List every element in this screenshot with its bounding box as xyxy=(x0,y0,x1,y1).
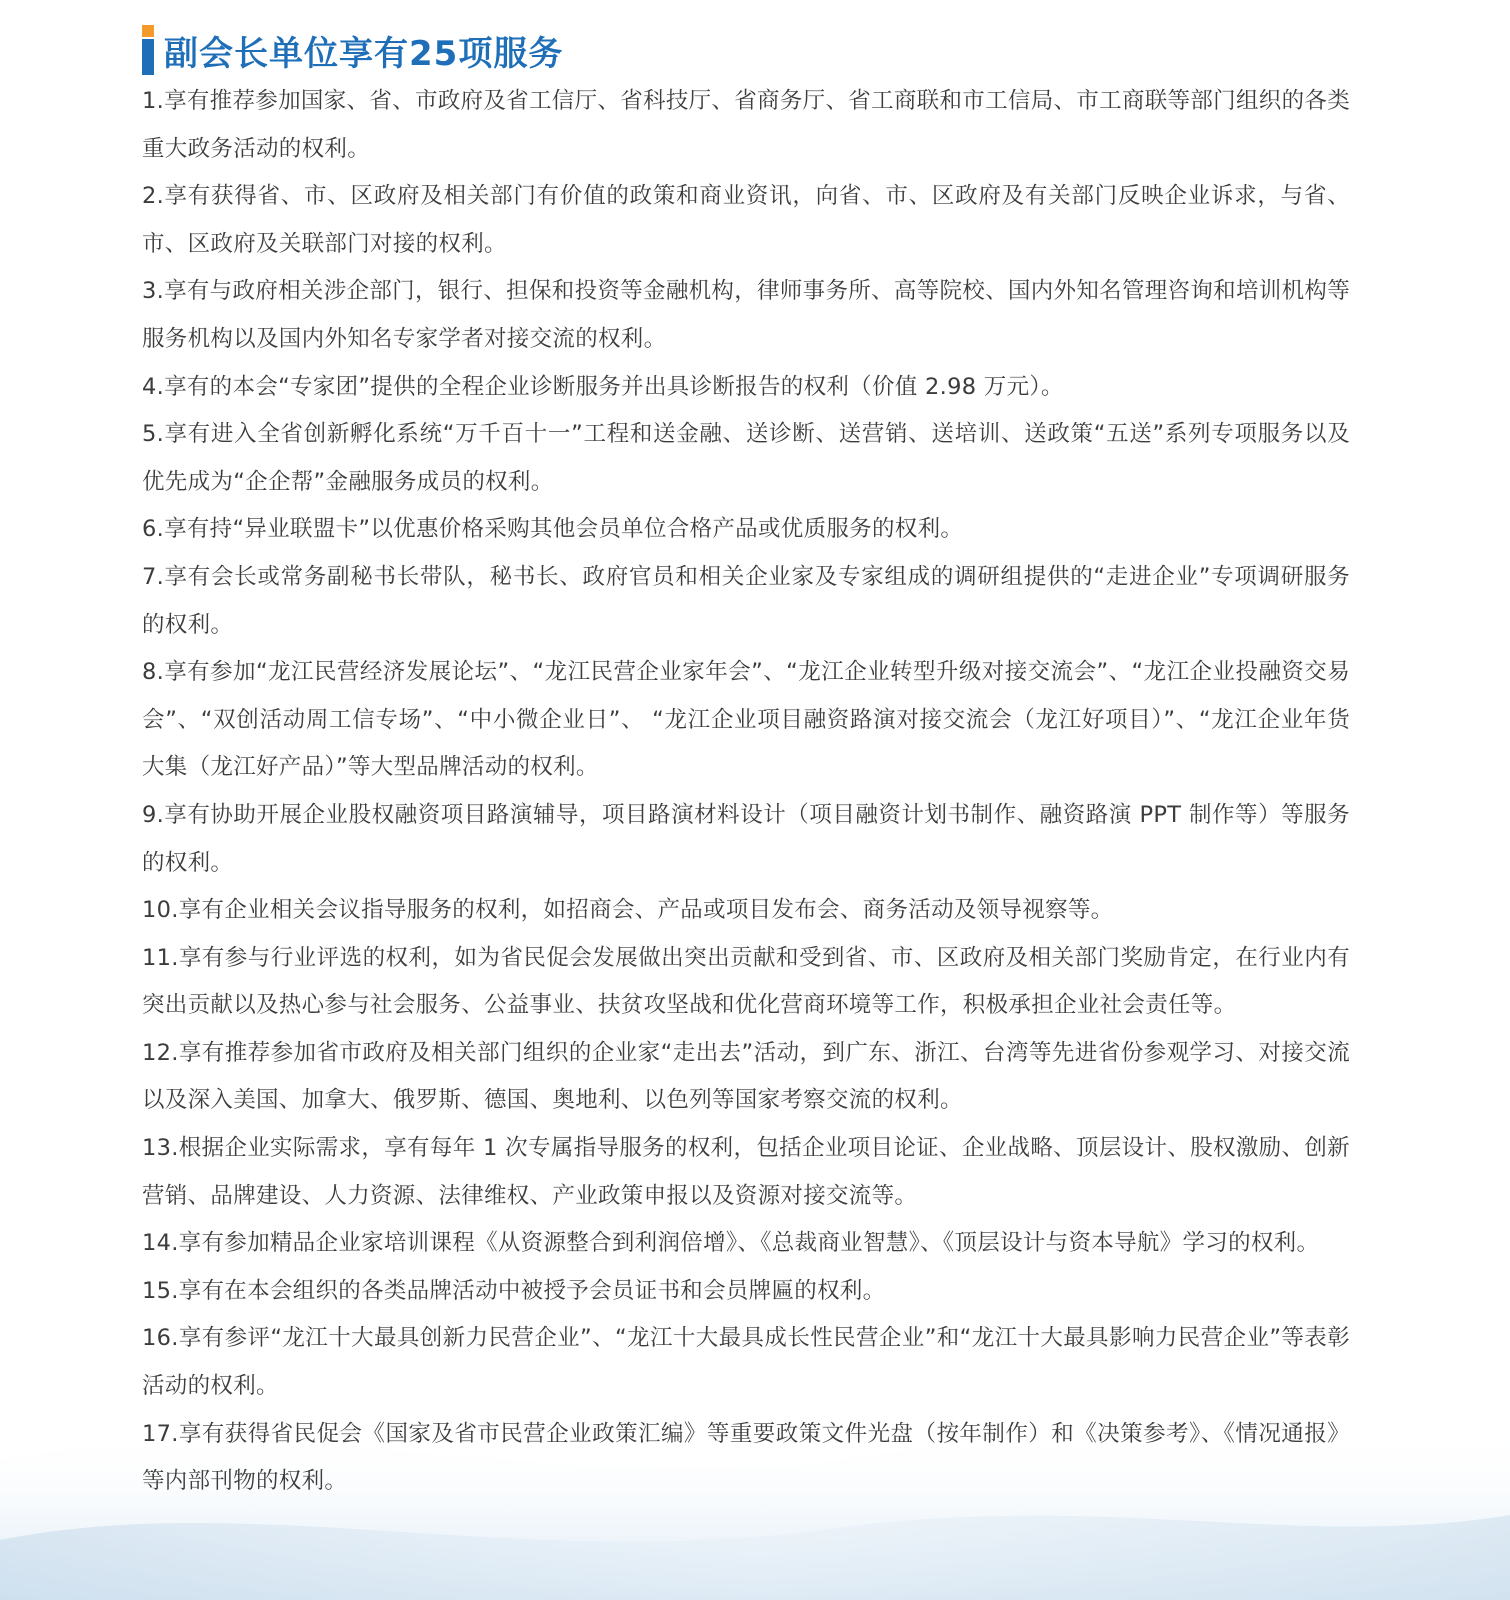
service-item: 17.享有获得省民促会《国家及省市民营企业政策汇编》等重要政策文件光盘（按年制作）和《决策参考》、《情况通报》等内部刊物的权利。 xyxy=(142,1420,1350,1495)
service-list xyxy=(142,78,1350,1506)
service-item: 11.享有参与行业评选的权利，如为省民促会发展做出突出贡献和受到省、市、区政府及相关部门奖励肯定，在行业内有突出贡献以及热心参与社会服务、公益事业、扶贫攻坚战和优化营商环境等工作，积极承担企业社会责任等。 xyxy=(142,944,1350,1019)
accent-blue-bar xyxy=(142,39,154,75)
service-item: 13.根据企业实际需求，享有每年 1 次专属指导服务的权利，包括企业项目论证、企业战略、顶层设计、股权激励、创新营销、品牌建设、人力资源、法律维权、产业政策申报以及资源对接交流等。 xyxy=(142,1135,1350,1209)
page-title: 副会长单位享有25项服务 xyxy=(164,33,564,74)
service-item: 4.享有的本会“专家团”提供的全程企业诊断服务并出具诊断报告的权利（价值 2.98 万元）。 xyxy=(142,373,1064,400)
service-item: 8.享有参加“龙江民营经济发展论坛”、“龙江民营企业家年会”、“龙江企业转型升级对接交流会”、“龙江企业投融资交易会”、“双创活动周工信专场”、“中小微企业日”、 “龙江企业项目融资路演对接交流会（龙江好项目）”、“龙江企业年货大集（龙江好产品）”等大型品牌活动的权利。 xyxy=(142,659,1350,781)
service-item: 14.享有参加精品企业家培训课程《从资源整合到利润倍增》、《总裁商业智慧》、《顶层设计与资本导航》学习的权利。 xyxy=(142,1230,1320,1257)
service-item: 3.享有与政府相关涉企部门，银行、担保和投资等金融机构，律师事务所、高等院校、国内外知名管理咨询和培训机构等服务机构以及国内外知名专家学者对接交流的权利。 xyxy=(142,278,1350,352)
section-header xyxy=(142,22,563,78)
service-item: 5.享有进入全省创新孵化系统“万千百十一”工程和送金融、送诊断、送营销、送培训、送政策“五送”系列专项服务以及优先成为“企企帮”金融服务成员的权利。 xyxy=(142,421,1350,495)
title-accent-marker xyxy=(142,25,154,75)
service-item: 7.享有会长或常务副秘书长带队，秘书长、政府官员和相关企业家及专家组成的调研组提供的“走进企业”专项调研服务的权利。 xyxy=(142,563,1350,638)
service-item: 16.享有参评“龙江十大最具创新力民营企业”、“龙江十大最具成长性民营企业”和“龙江十大最具影响力民营企业”等表彰活动的权利。 xyxy=(142,1325,1350,1400)
service-item: 15.享有在本会组织的各类品牌活动中被授予会员证书和会员牌匾的权利。 xyxy=(142,1277,886,1304)
service-item: 2.享有获得省、市、区政府及相关部门有价值的政策和商业资讯，向省、市、区政府及有关部门反映企业诉求，与省、市、区政府及关联部门对接的权利。 xyxy=(142,183,1350,257)
accent-orange-square xyxy=(142,25,154,37)
service-item: 9.享有协助开展企业股权融资项目路演辅导，项目路演材料设计（项目融资计划书制作、融资路演 PPT 制作等）等服务的权利。 xyxy=(142,801,1350,876)
service-item: 10.享有企业相关会议指导服务的权利，如招商会、产品或项目发布会、商务活动及领导视察等。 xyxy=(142,897,1114,924)
service-item: 6.享有持“异业联盟卡”以优惠价格采购其他会员单位合格产品或优质服务的权利。 xyxy=(142,516,964,543)
service-item: 1.享有推荐参加国家、省、市政府及省工信厅、省科技厅、省商务厅、省工商联和市工信局、市工商联等部门组织的各类重大政务活动的权利。 xyxy=(142,88,1350,162)
service-item: 12.享有推荐参加省市政府及相关部门组织的企业家“走出去”活动，到广东、浙江、台湾等先进省份参观学习、对接交流以及深入美国、加拿大、俄罗斯、德国、奥地利、以色列等国家考察交流的权利。 xyxy=(142,1039,1350,1114)
